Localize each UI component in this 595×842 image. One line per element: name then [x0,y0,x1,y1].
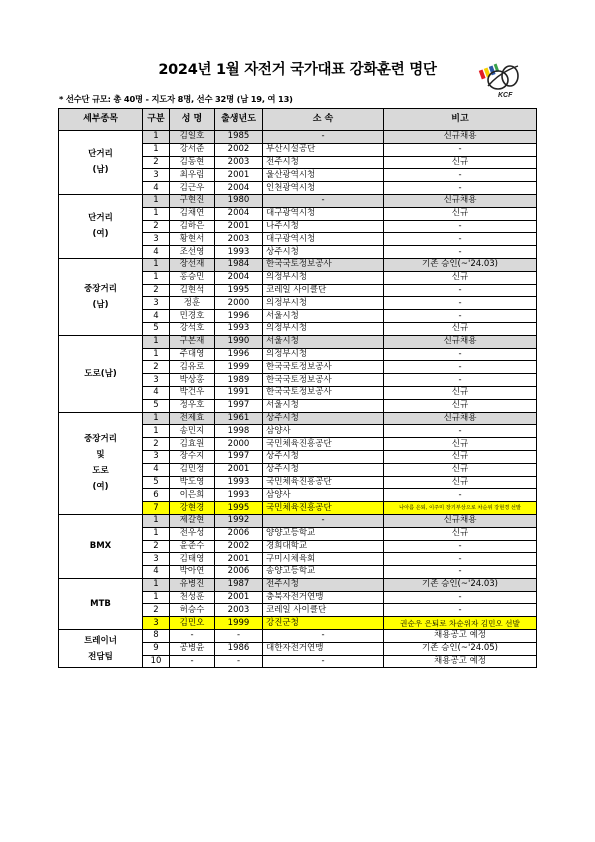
member-name: 박도영 [170,476,215,489]
affiliation: 인천광역시청 [263,182,384,195]
row-number: 4 [143,182,170,195]
birth-year: 1996 [215,310,263,323]
row-number: 3 [143,297,170,310]
affiliation: 한국국토정보공사 [263,386,384,399]
birth-year: 1987 [215,578,263,591]
event-group-label-line: (여) [92,229,109,240]
row-number: 4 [143,463,170,476]
roster-table [58,108,537,668]
affiliation: 코레일 사이클단 [263,604,384,617]
birth-year: 2006 [215,527,263,540]
birth-year: 1993 [215,489,263,502]
event-group-label [59,630,143,668]
row-number: 10 [143,655,170,668]
affiliation: 한국국토정보공사 [263,361,384,374]
member-name: 정훈 [170,297,215,310]
note: 기존 승인(~'24.03) [384,578,537,591]
birth-year: 2001 [215,220,263,233]
event-group-label-line: 단거리 [88,149,113,160]
affiliation: 상주시청 [263,412,384,425]
affiliation: 국민체육진흥공단 [263,438,384,451]
member-name: 강서준 [170,143,215,156]
athlete-row [59,630,537,643]
event-group-label-line: 전담팀 [88,651,113,662]
birth-year: 1997 [215,450,263,463]
member-name: 전제효 [170,412,215,425]
member-name: 윤준수 [170,540,215,553]
member-name: 제갈현 [170,514,215,527]
birth-year: 1995 [215,284,263,297]
note: - [384,540,537,553]
row-number: 3 [143,169,170,182]
affiliation: 전주시청 [263,156,384,169]
member-name: 김현석 [170,284,215,297]
row-number: 1 [143,514,170,527]
note: - [384,310,537,323]
event-group-label-line: 도로(남) [84,368,117,379]
event-group-label-line: 도로 [92,466,109,477]
member-name: 장수지 [170,450,215,463]
birth-year: - [215,655,263,668]
birth-year: 2001 [215,553,263,566]
row-number: 1 [143,527,170,540]
row-number: 1 [143,131,170,144]
member-name: 민경호 [170,310,215,323]
note: 나아름 은퇴, 이주미 장기부상으로 차순위 강현경 선발 [384,502,537,515]
birth-year: 2003 [215,233,263,246]
birth-year: 1999 [215,617,263,630]
note: - [384,182,537,195]
event-group-label-line: 중장거리 [84,434,117,445]
logo-text: KCF [498,92,513,99]
note: - [384,374,537,387]
event-group-label-line: 단거리 [88,213,113,224]
row-number: 1 [143,207,170,220]
row-number: 3 [143,233,170,246]
note: - [384,284,537,297]
affiliation: 서울시청 [263,310,384,323]
affiliation: 대구광역시청 [263,233,384,246]
birth-year: 1992 [215,514,263,527]
birth-year: 1991 [215,386,263,399]
member-name: 강석호 [170,322,215,335]
row-number: 1 [143,143,170,156]
note: 신규 [384,271,537,284]
header-event: 세부종목 [59,109,143,131]
birth-year: - [215,630,263,643]
note: 신규 [384,207,537,220]
affiliation: 국민체육진흥공단 [263,476,384,489]
member-name: 홍승민 [170,271,215,284]
member-name: 박건우 [170,386,215,399]
note: - [384,246,537,259]
birth-year: 1993 [215,322,263,335]
row-number: 3 [143,617,170,630]
birth-year: 1980 [215,194,263,207]
affiliation: - [263,514,384,527]
affiliation: 의정부시청 [263,348,384,361]
row-number: 1 [143,578,170,591]
affiliation: 충북자전거연맹 [263,591,384,604]
affiliation: 국민체육진흥공단 [263,502,384,515]
row-number: 4 [143,386,170,399]
row-number: 2 [143,438,170,451]
event-group-label [59,514,143,578]
row-number: 1 [143,425,170,438]
member-name: 구현진 [170,194,215,207]
event-group-label [59,194,143,258]
note: 신규 [384,386,537,399]
coach-row [59,131,537,144]
birth-year: 2000 [215,438,263,451]
row-number: 2 [143,540,170,553]
birth-year: 1999 [215,361,263,374]
member-name: 송민지 [170,425,215,438]
member-name: 허승수 [170,604,215,617]
row-number: 1 [143,335,170,348]
birth-year: 2003 [215,604,263,617]
header-number: 구분 [143,109,170,131]
row-number: 1 [143,271,170,284]
note: - [384,425,537,438]
member-name: 김민정 [170,463,215,476]
event-group-label-line: 트레이너 [84,635,117,646]
note: 신규채용 [384,412,537,425]
affiliation: - [263,655,384,668]
row-number: 2 [143,361,170,374]
birth-year: 1993 [215,476,263,489]
member-name: 김동현 [170,156,215,169]
affiliation: 대구광역시청 [263,207,384,220]
birth-year: 2003 [215,156,263,169]
affiliation: 상주시청 [263,463,384,476]
birth-year: 2000 [215,297,263,310]
note: 신규 [384,156,537,169]
affiliation: 상주시청 [263,450,384,463]
row-number: 3 [143,553,170,566]
affiliation: - [263,131,384,144]
kcf-logo [474,56,524,100]
affiliation: 구미시체육회 [263,553,384,566]
note: 신규 [384,463,537,476]
event-group-label [59,335,143,412]
member-name: 강현경 [170,502,215,515]
event-group-label-line: 중장거리 [84,283,117,294]
member-name: 주대영 [170,348,215,361]
row-number: 8 [143,630,170,643]
birth-year: 1990 [215,335,263,348]
birth-year: 1989 [215,374,263,387]
affiliation: 양양고등학교 [263,527,384,540]
member-name: 구본재 [170,335,215,348]
row-number: 3 [143,450,170,463]
affiliation: 대한자전거연맹 [263,642,384,655]
affiliation: - [263,630,384,643]
note: 신규채용 [384,335,537,348]
member-name: 김유로 [170,361,215,374]
header-birth-year: 출생년도 [215,109,263,131]
birth-year: 2004 [215,271,263,284]
row-number: 5 [143,476,170,489]
event-group-label-line: (여) [92,482,109,493]
birth-year: 2006 [215,566,263,579]
header-name: 성 명 [170,109,215,131]
page-title: 2024년 1월 자전거 국가대표 강화훈련 명단 [158,62,437,78]
row-number: 5 [143,322,170,335]
affiliation: 송양고등학교 [263,566,384,579]
birth-year: 1996 [215,348,263,361]
row-number: 1 [143,591,170,604]
affiliation: 삼양사 [263,489,384,502]
note: 채용공고 예정 [384,655,537,668]
row-number: 2 [143,220,170,233]
coach-row [59,194,537,207]
birth-year: 2001 [215,169,263,182]
row-number: 9 [143,642,170,655]
member-name: - [170,655,215,668]
member-name: 김하은 [170,220,215,233]
event-group-label-line: BMX [89,541,112,552]
member-name: 김근우 [170,182,215,195]
event-group-label [59,258,143,335]
note: 신규 [384,399,537,412]
note: - [384,553,537,566]
member-name: 유병진 [170,578,215,591]
member-name: 최우림 [170,169,215,182]
note: 신규 [384,450,537,463]
member-name: 전우성 [170,527,215,540]
member-name: 박아연 [170,566,215,579]
note: 신규 [384,438,537,451]
birth-year: 1997 [215,399,263,412]
note: - [384,348,537,361]
row-number: 3 [143,374,170,387]
member-name: 김일호 [170,131,215,144]
row-number: 5 [143,399,170,412]
row-number: 4 [143,310,170,323]
row-number: 4 [143,246,170,259]
birth-year: 2001 [215,591,263,604]
row-number: 7 [143,502,170,515]
team-summary: * 선수단 규모: 총 40명 - 지도자 8명, 선수 32명 (남 19, 여 13) [59,94,293,104]
note: - [384,604,537,617]
affiliation: 경희대학교 [263,540,384,553]
member-name: 이은희 [170,489,215,502]
event-group-label [59,578,143,629]
row-number: 1 [143,258,170,271]
member-name: - [170,630,215,643]
affiliation: 코레일 사이클단 [263,284,384,297]
affiliation: 한국국토정보공사 [263,258,384,271]
note: - [384,361,537,374]
coach-row [59,258,537,271]
note: 채용공고 예정 [384,630,537,643]
note: - [384,233,537,246]
event-group-label-line: (남) [92,299,109,310]
header-note: 비고 [384,109,537,131]
note: 신규 [384,527,537,540]
note: 기존 승인(~'24.03) [384,258,537,271]
member-name: 조선영 [170,246,215,259]
birth-year: 2001 [215,463,263,476]
member-name: 장선재 [170,258,215,271]
row-number: 1 [143,348,170,361]
note: - [384,591,537,604]
event-group-label-line: MTB [90,598,111,609]
member-name: 김채연 [170,207,215,220]
row-number: 1 [143,412,170,425]
member-name: 김효원 [170,438,215,451]
row-number: 2 [143,284,170,297]
member-name: 박상홍 [170,374,215,387]
event-group-label [59,131,143,195]
affiliation: 한국국토정보공사 [263,374,384,387]
affiliation: 강진군청 [263,617,384,630]
note: - [384,143,537,156]
row-number: 6 [143,489,170,502]
coach-row [59,412,537,425]
note: 기존 승인(~'24.05) [384,642,537,655]
member-name: 김태영 [170,553,215,566]
note: 신규채용 [384,194,537,207]
birth-year: 1986 [215,642,263,655]
affiliation: 서울시청 [263,399,384,412]
coach-row [59,514,537,527]
event-group-label [59,412,143,514]
note: - [384,297,537,310]
member-name: 천성훈 [170,591,215,604]
birth-year: 2002 [215,143,263,156]
birth-year: 1984 [215,258,263,271]
affiliation: 의정부시청 [263,322,384,335]
birth-year: 1961 [215,412,263,425]
affiliation: 나주시청 [263,220,384,233]
header-affiliation: 소 속 [263,109,384,131]
note: - [384,489,537,502]
birth-year: 1985 [215,131,263,144]
birth-year: 2002 [215,540,263,553]
event-group-label-line: (남) [92,165,109,176]
birth-year: 1998 [215,425,263,438]
member-name: 김민오 [170,617,215,630]
table-header-row [59,109,537,131]
affiliation: 전주시청 [263,578,384,591]
note: - [384,169,537,182]
coach-row [59,335,537,348]
member-name: 황현서 [170,233,215,246]
note: - [384,566,537,579]
affiliation: 울산광역시청 [263,169,384,182]
row-number: 4 [143,566,170,579]
affiliation: 서울시청 [263,335,384,348]
affiliation: 상주시청 [263,246,384,259]
row-number: 1 [143,194,170,207]
affiliation: 부산시설공단 [263,143,384,156]
member-name: 공병윤 [170,642,215,655]
note: 신규채용 [384,514,537,527]
note: 신규 [384,322,537,335]
birth-year: 1995 [215,502,263,515]
note: 권순우 은퇴로 차순위자 김민오 선발 [384,617,537,630]
note: 신규채용 [384,131,537,144]
affiliation: 의정부시청 [263,297,384,310]
birth-year: 2004 [215,207,263,220]
affiliation: - [263,194,384,207]
note: 신규 [384,476,537,489]
row-number: 2 [143,156,170,169]
affiliation: 의정부시청 [263,271,384,284]
affiliation: 삼양사 [263,425,384,438]
coach-row [59,578,537,591]
birth-year: 1993 [215,246,263,259]
member-name: 정우호 [170,399,215,412]
birth-year: 2004 [215,182,263,195]
row-number: 2 [143,604,170,617]
event-group-label-line: 및 [96,450,105,461]
note: - [384,220,537,233]
